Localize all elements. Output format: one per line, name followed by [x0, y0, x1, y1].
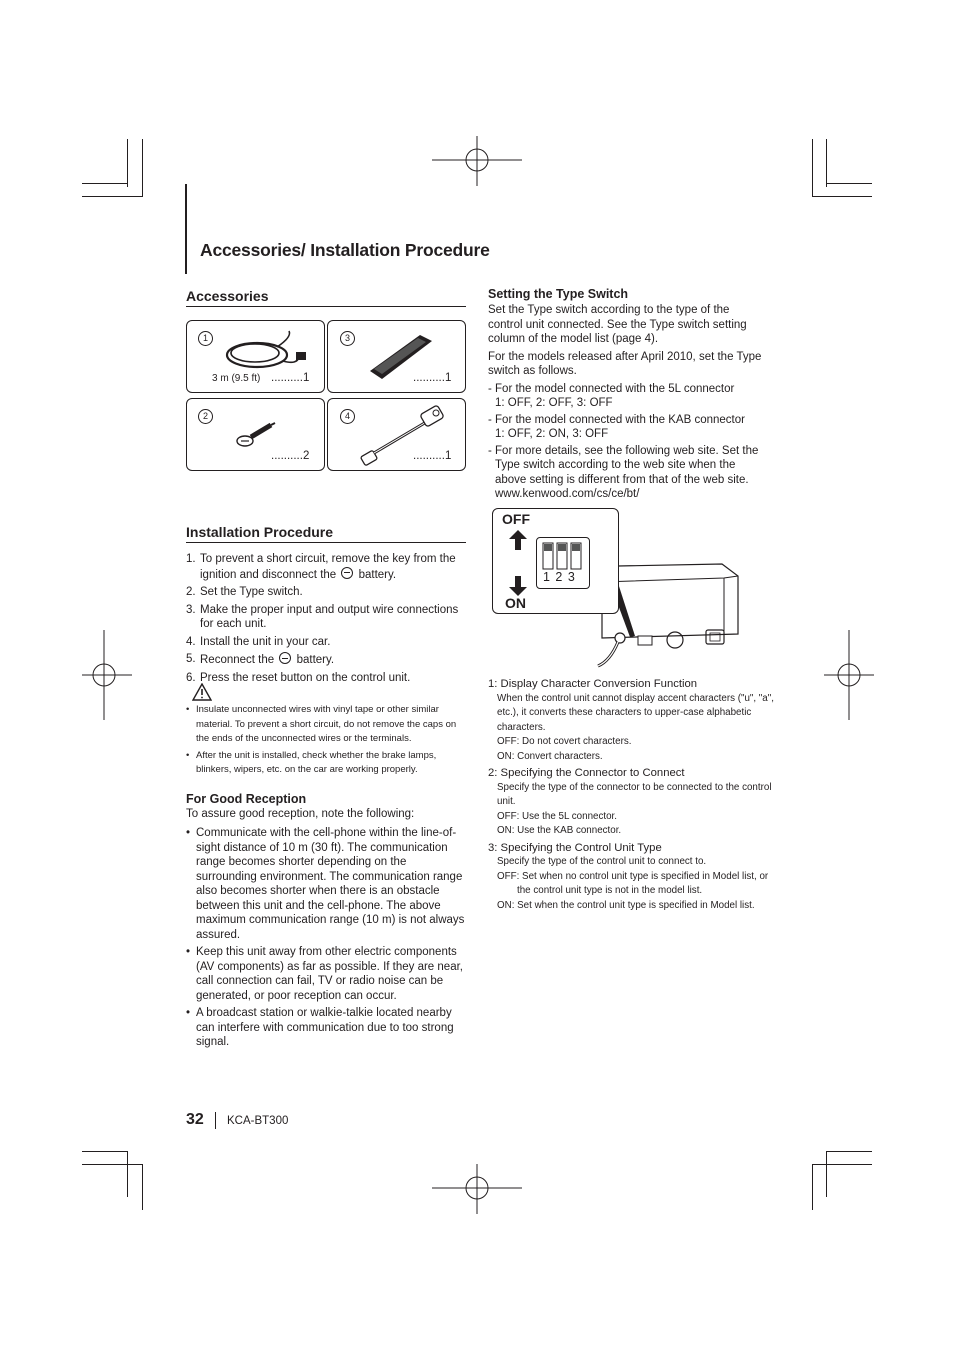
function-desc: Specify the type of the connector to be connected to the control unit.: [497, 781, 772, 807]
registration-target-right: [824, 630, 874, 720]
step-item: 6. Press the reset button on the control unit.: [186, 671, 411, 684]
step-item: 4. Install the unit in your car.: [186, 635, 331, 648]
cable-icon: [217, 327, 322, 377]
type-switch-para1: Set the Type switch according to the type of the control unit connected. See the Type switch setting column of the model list (page 4).: [488, 304, 747, 345]
step-item: 3. Make the proper input and output wire connections for each unit.: [186, 603, 459, 630]
item-quantity: ..........2: [271, 450, 310, 462]
type-switch-heading: Setting the Type Switch: [488, 287, 629, 301]
reception-item: • Keep this unit away from other electric components (AV components) as far as possible. If they are near, call connection can fail, TV or radio noise can be generated, or poor reception can occur.: [186, 945, 468, 1003]
function-on: ON: Use the KAB connector.: [497, 825, 622, 836]
switch-zoom-box: [492, 508, 619, 614]
accessory-box-2: [186, 398, 325, 471]
accessory-box-3: [327, 320, 466, 393]
installation-steps: [186, 552, 468, 688]
caution-item: • After the unit is installed, check whether the brake lamps, blinkers, wipers, etc. on the car are working properly.: [186, 749, 466, 778]
reception-item: • Communicate with the cell-phone within the line-of-sight distance of 10 m (30 ft). The communication range becomes shorter depending on the surrounding environment. The communication range also becomes shorter when there is an obstacle between this unit and the cell-phone. The above maximum communication range (10 m) is not always assured.: [186, 826, 468, 942]
dash-item: - For more details, see the following web site. Set the Type switch according to the web site when the above setting is different from that of the web site. www.kenwood.com/cs/ce/bt/: [488, 444, 759, 500]
accessories-heading: Accessories: [186, 288, 466, 307]
dip-switch-levers: [542, 542, 584, 570]
reception-item: • A broadcast station or walkie-talkie located nearby can interfere with communication due to too strong signal.: [186, 1006, 468, 1050]
type-switch-text: [488, 303, 764, 502]
off-label: OFF: [502, 511, 530, 527]
dip-switch: [536, 537, 590, 589]
item-quantity: ..........1: [413, 372, 452, 384]
reception-heading: For Good Reception: [186, 792, 307, 806]
type-switch-para2: For the models released after April 2010, set the Type switch as follows.: [488, 350, 762, 377]
reception-intro: To assure good reception, note the following:: [186, 808, 415, 820]
function-title: 1: Display Character Conversion Function: [488, 678, 698, 690]
arrow-up-icon: [508, 529, 528, 551]
reception-list: [186, 826, 468, 1052]
minus-terminal-icon: [279, 652, 291, 664]
page-title: Accessories/ Installation Procedure: [200, 240, 490, 260]
step-item: 2. Set the Type switch.: [186, 586, 303, 598]
caution-item: • Insulate unconnected wires with vinyl tape or other similar material. To prevent a short circuit, do not remove the caps on the ends of the unconnected wires or the terminals.: [186, 703, 466, 747]
model-name: KCA-BT300: [227, 1115, 289, 1127]
minus-terminal-icon: [341, 567, 353, 579]
item-number: 2: [198, 409, 213, 424]
title-rule: [185, 184, 187, 274]
switch-functions: [488, 677, 778, 913]
arrow-down-icon: [508, 575, 528, 597]
function-on: ON: Set when the control unit type is specified in Model list.: [497, 899, 755, 911]
installation-heading: Installation Procedure: [186, 524, 466, 543]
screw-icon: [235, 417, 280, 452]
accessory-box-1: [186, 320, 325, 393]
dash-item: - For the model connected with the 5L connector 1: OFF, 2: OFF, 3: OFF: [488, 382, 735, 409]
function-off: OFF: Use the 5L connector.: [497, 810, 617, 822]
switch-numbers: 1 2 3: [543, 570, 576, 584]
item-number: 3: [340, 331, 355, 346]
dash-item: - For the model connected with the KAB connector 1: OFF, 2: ON, 3: OFF: [488, 413, 745, 440]
function-off: OFF: Do not covert characters.: [497, 736, 632, 747]
accessory-box-4: [327, 398, 466, 471]
item-number: 1: [198, 331, 213, 346]
function-desc: When the control unit cannot display accent characters ("u", "a", etc.), it converts these characters to upper-case alphabetic characters.: [497, 692, 774, 733]
step-item: 1. To prevent a short circuit, remove the key from the ignition and disconnect the battery.: [186, 553, 456, 581]
function-title: 3: Specifying the Control Unit Type: [488, 841, 662, 854]
caution-list: [186, 703, 466, 780]
item-number: 4: [340, 409, 355, 424]
registration-target-bottom: [432, 1164, 522, 1214]
function-on: ON: Convert characters.: [497, 750, 603, 762]
registration-target-top: [432, 136, 522, 186]
warning-triangle-icon: [192, 683, 212, 701]
cable-length-label: 3 m (9.5 ft): [212, 373, 261, 384]
registration-target-left: [82, 630, 132, 720]
step-item: 5. Reconnect the battery.: [186, 653, 335, 666]
footer-divider: [215, 1112, 216, 1129]
item-quantity: ..........1: [271, 372, 310, 384]
function-desc: Specify the type of the control unit to connect to.: [497, 856, 707, 867]
on-label: ON: [505, 595, 526, 611]
item-quantity: ..........1: [413, 450, 452, 462]
page-number: 32: [186, 1111, 204, 1128]
function-off: OFF: Set when no control unit type is specified in Model list, or the control unit type is not in the model list.: [497, 870, 769, 896]
function-title: 2: Specifying the Connector to Connect: [488, 767, 685, 779]
